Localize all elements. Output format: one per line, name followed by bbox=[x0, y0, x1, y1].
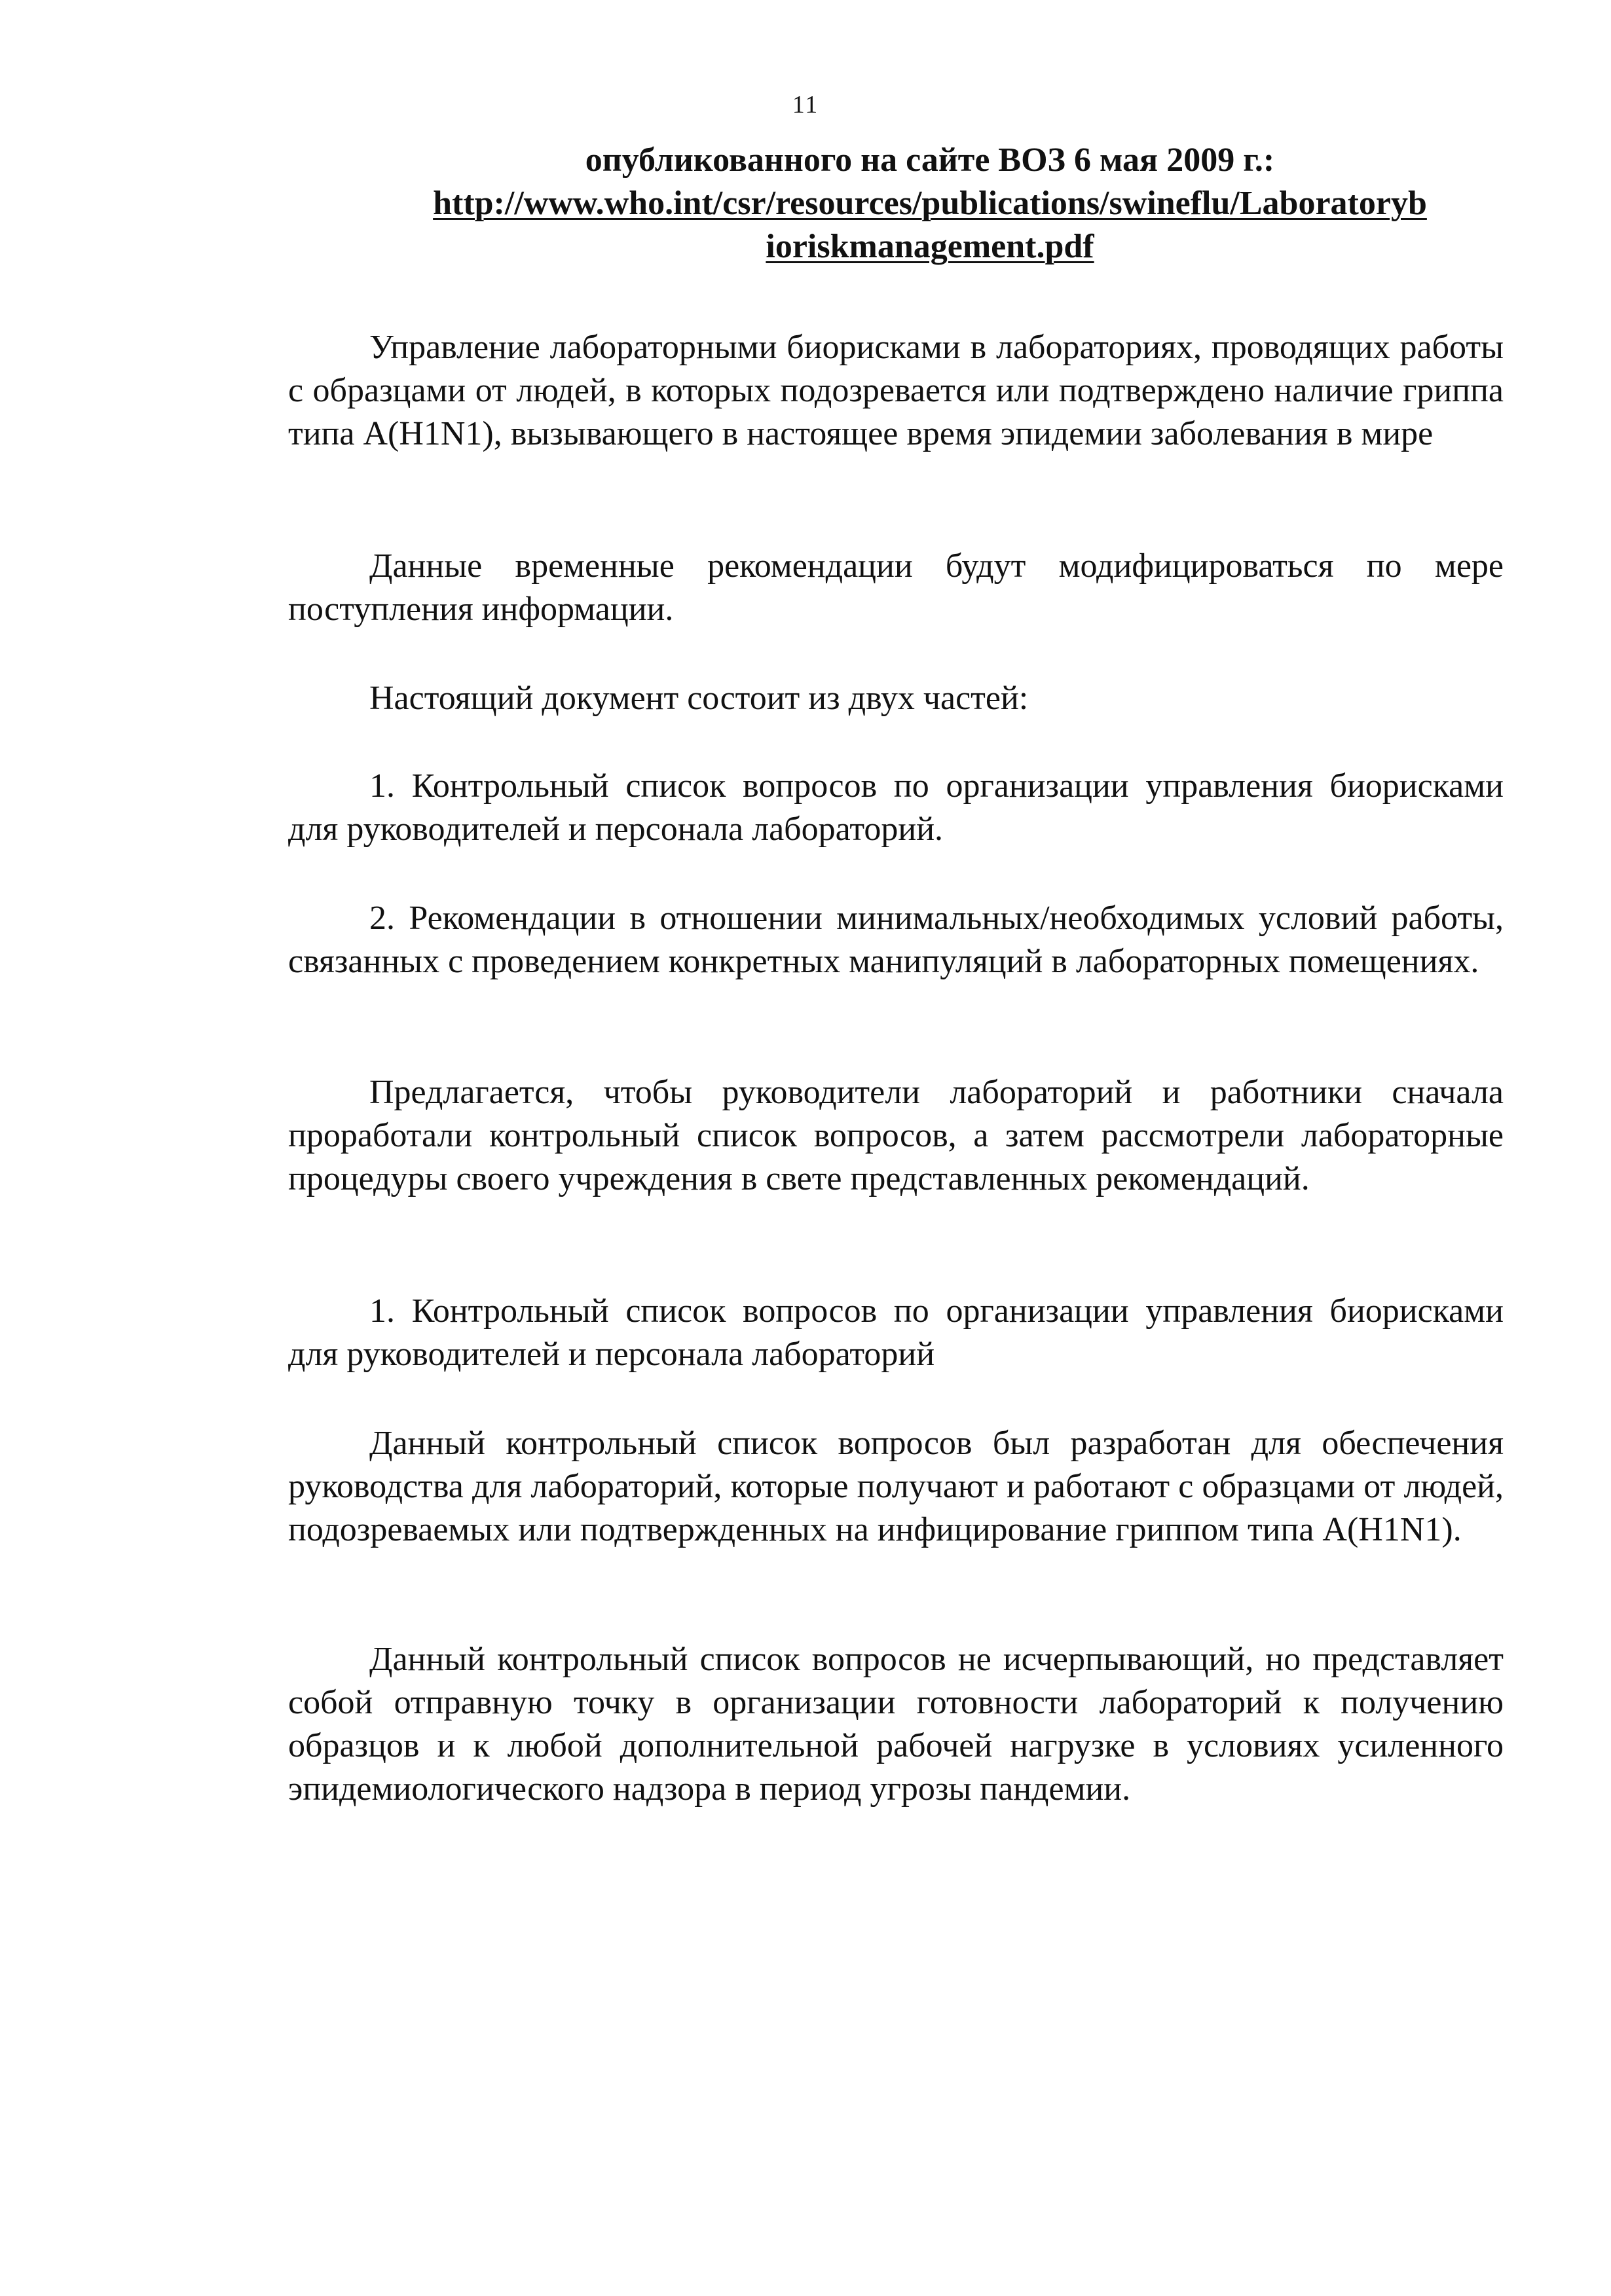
paragraph-title-intro: Управление лабораторными биорисками в лабораториях, проводящих работы с образцами от людей, в которых подозревается или подтверждено наличие гриппа типа A(H1N1), вызывающего в настоящее время эпидемии заболевания в мире bbox=[288, 329, 1504, 452]
paragraph-checklist-scope: Данный контрольный список вопросов не исчерпывающий, но представляет собой отправную точку в организации готовности лабораторий к получению образцов и к любой дополнительной рабочей нагрузке в условиях усиленного эпидемиологического надзора в период угрозы пандемии. bbox=[288, 1641, 1504, 1808]
section-heading-checklist: 1. Контрольный список вопросов по организации управления биорисками для руководителей и персонала лабораторий bbox=[288, 1292, 1504, 1373]
header-publication-line: опубликованного на сайте ВОЗ 6 мая 2009 г.: bbox=[585, 141, 1275, 179]
document-header bbox=[354, 139, 1506, 268]
who-publication-link[interactable]: http://www.who.int/csr/resources/publications/swineflu/Laboratoryb ioriskmanagement.pdf bbox=[433, 185, 1427, 265]
list-item-part-2: 2. Рекомендации в отношении минимальных/необходимых условий работы, связанных с проведением конкретных манипуляций в лабораторных помещениях. bbox=[288, 900, 1504, 980]
paragraph-document-structure: Настоящий документ состоит из двух частей: bbox=[369, 680, 1029, 717]
paragraph-temporary-recommendations: Данные временные рекомендации будут модифицироваться по мере поступления информации. bbox=[288, 547, 1504, 628]
paragraph-proposal: Предлагается, чтобы руководители лабораторий и работники сначала проработали контрольный список вопросов, а затем рассмотрели лабораторные процедуры своего учреждения в свете представленных рекомендаций. bbox=[288, 1074, 1504, 1197]
page-number: 11 bbox=[792, 91, 819, 118]
list-item-part-1: 1. Контрольный список вопросов по организации управления биорисками для руководителей и персонала лабораторий. bbox=[288, 767, 1504, 848]
paragraph-checklist-purpose: Данный контрольный список вопросов был разработан для обеспечения руководства для лабораторий, которые получают и работают с образцами от людей, подозреваемых или подтвержденных на инфицирование гриппом типа A(H1N1). bbox=[288, 1425, 1504, 1548]
